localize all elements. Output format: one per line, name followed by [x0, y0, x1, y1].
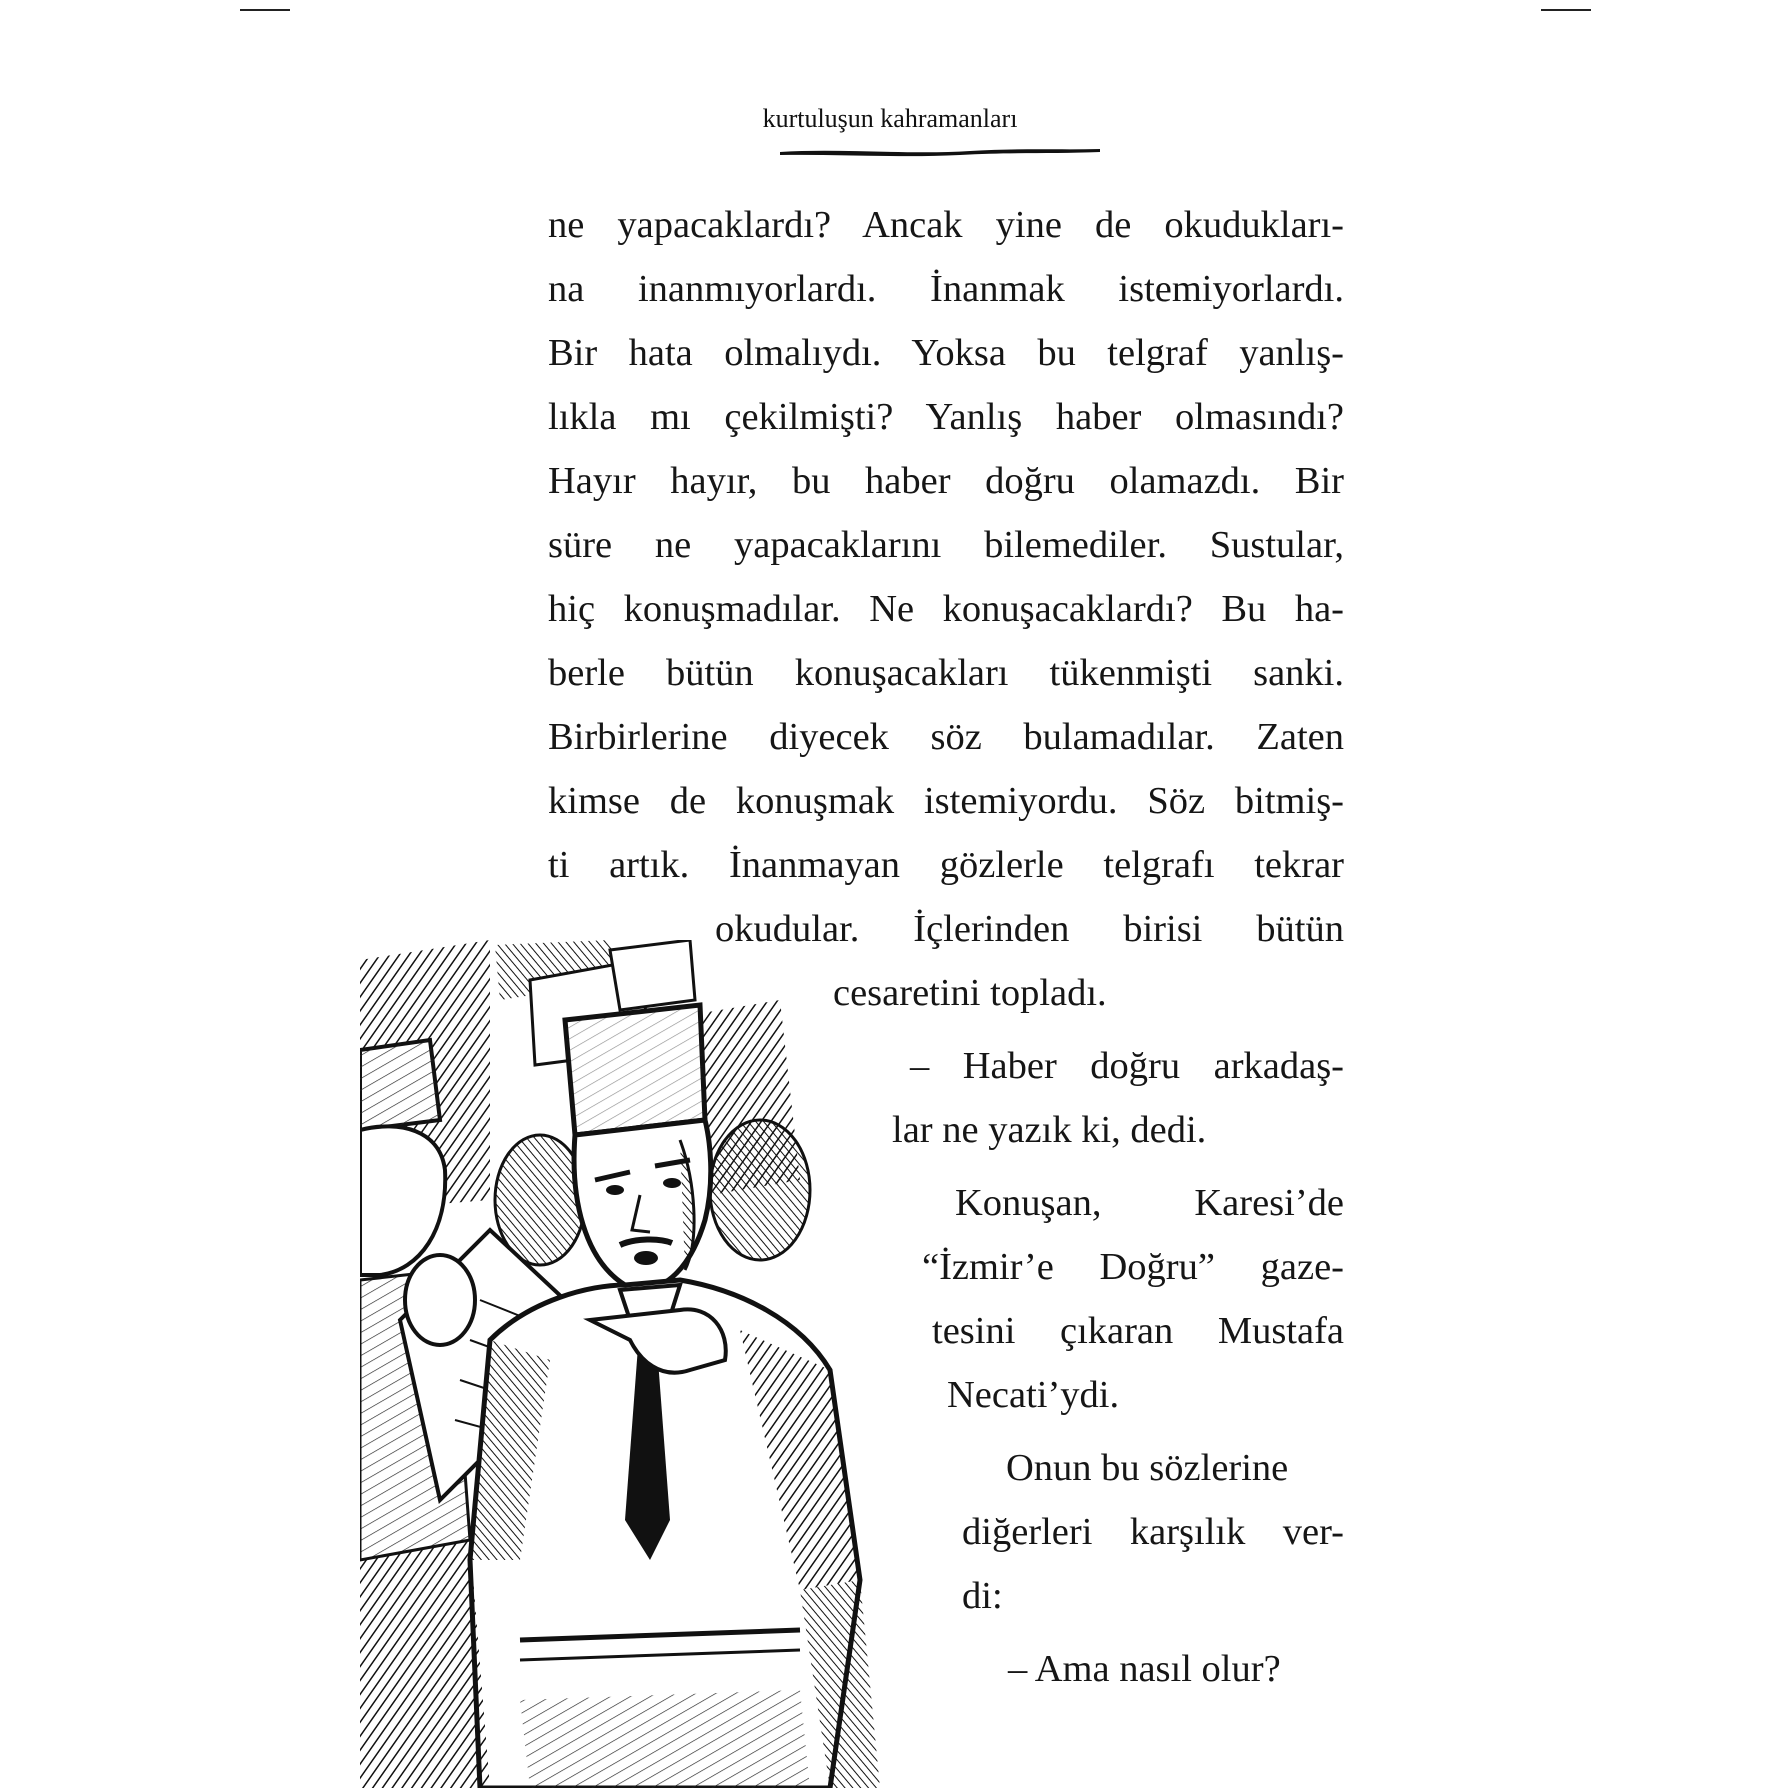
crop-mark-left [240, 9, 290, 11]
text-line-1: ne yapacaklardı? Ancak yine de okudukları- [548, 204, 1344, 246]
illustration-men-reading-telegram [360, 940, 930, 1788]
text-line-14: – Haber doğru arkadaş- [910, 1045, 1344, 1087]
text-line-17: “İzmir’e Doğru” gaze- [922, 1246, 1344, 1288]
running-head: kurtuluşun kahramanları [762, 104, 1018, 133]
text-line-5: Hayır hayır, bu haber doğru olamazdı. Bir [548, 460, 1344, 502]
text-line-10: kimse de konuşmak istemiyordu. Söz bitmiş- [548, 780, 1344, 822]
text-line-4: lıkla mı çekilmişti? Yanlış haber olmasındı? [548, 396, 1344, 438]
text-line-21: diğerleri karşılık ver- [962, 1511, 1344, 1553]
text-line-19: Necati’ydi. [947, 1374, 1120, 1416]
text-line-11: ti artık. İnanmayan gözlerle telgrafı tekrar [548, 844, 1344, 886]
running-head-ornament [780, 146, 1100, 160]
text-line-9: Birbirlerine diyecek söz bulamadılar. Zaten [548, 716, 1344, 758]
text-line-15: lar ne yazık ki, dedi. [892, 1109, 1207, 1151]
text-line-2: na inanmıyorlardı. İnanmak istemiyorlardı. [548, 268, 1344, 310]
text-line-13: cesaretini topladı. [833, 972, 1107, 1014]
text-line-7: hiç konuşmadılar. Ne konuşacaklardı? Bu ha- [548, 588, 1344, 630]
text-line-16: Konuşan, Karesi’de [955, 1182, 1344, 1224]
crop-mark-right [1541, 9, 1591, 11]
text-line-22: di: [962, 1575, 1003, 1617]
text-line-3: Bir hata olmalıydı. Yoksa bu telgraf yanlış- [548, 332, 1344, 374]
text-line-12: okudular. İçlerinden birisi bütün [715, 908, 1344, 950]
text-line-20: Onun bu sözlerine [1006, 1447, 1289, 1489]
text-line-18: tesini çıkaran Mustafa [932, 1310, 1344, 1352]
text-line-6: süre ne yapacaklarını bilemediler. Sustular, [548, 524, 1344, 566]
text-line-8: berle bütün konuşacakları tükenmişti sanki. [548, 652, 1344, 694]
text-line-23: – Ama nasıl olur? [1008, 1648, 1281, 1690]
